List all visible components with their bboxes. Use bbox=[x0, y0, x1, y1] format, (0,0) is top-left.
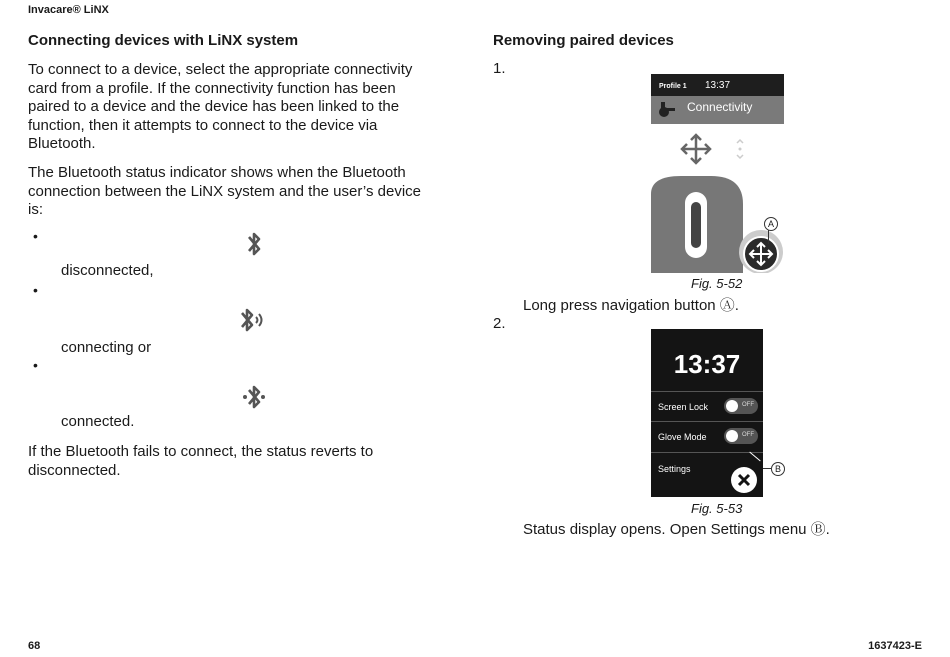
row-label-screen-lock: Screen Lock bbox=[658, 402, 709, 412]
section-title-connecting: Connecting devices with LiNX system bbox=[28, 32, 299, 49]
bluetooth-icon bbox=[244, 230, 264, 258]
section-title-removing: Removing paired devices bbox=[493, 32, 674, 49]
step-number-1: 1. bbox=[493, 60, 506, 77]
status-clock: 13:37 bbox=[673, 349, 741, 379]
step-text-1: Long press navigation button Ⓐ. bbox=[523, 297, 739, 314]
callout-line bbox=[749, 452, 760, 462]
screen-lock-toggle[interactable] bbox=[724, 398, 758, 414]
toggle-state: OFF bbox=[742, 432, 754, 438]
document-id: 1637423-E bbox=[868, 640, 922, 652]
bullet-label-connected: connected. bbox=[61, 413, 135, 430]
para-line: disconnected. bbox=[28, 461, 121, 479]
profile-label: Profile 1 bbox=[659, 83, 687, 90]
move-arrows-icon bbox=[679, 132, 713, 166]
bullet-dot: • bbox=[33, 228, 38, 244]
para-line: card from a profile. If the connectivity function has been bbox=[28, 79, 396, 97]
toggle-knob bbox=[726, 430, 738, 442]
callout-b: B bbox=[771, 462, 785, 476]
para-connect bbox=[28, 61, 412, 154]
para-line: The Bluetooth status indicator shows when the Bluetooth bbox=[28, 164, 406, 181]
para-fail bbox=[28, 443, 373, 480]
wheelchair-icon bbox=[657, 100, 679, 118]
callout-a: A bbox=[764, 217, 778, 231]
navigation-button[interactable] bbox=[741, 234, 781, 273]
fig-caption-5-52: Fig. 5-52 bbox=[691, 276, 743, 291]
glove-mode-toggle[interactable] bbox=[724, 428, 758, 444]
bullet-label-disconnected: disconnected, bbox=[61, 262, 154, 279]
bluetooth-connecting-icon bbox=[238, 306, 268, 334]
bluetooth-connected-icon bbox=[240, 383, 268, 411]
bullet-dot: • bbox=[33, 282, 38, 298]
card-title: Connectivity bbox=[687, 100, 753, 114]
step-number-2: 2. bbox=[493, 315, 506, 332]
para-line: If the Bluetooth fails to connect, the status reverts to bbox=[28, 443, 374, 460]
toggle-knob bbox=[726, 400, 738, 412]
fig-caption-5-53: Fig. 5-53 bbox=[691, 501, 743, 516]
row-label-settings[interactable]: Settings bbox=[658, 464, 691, 474]
toggle-state: OFF bbox=[742, 402, 754, 408]
figure-5-53 bbox=[651, 329, 781, 497]
para-line: Bluetooth. bbox=[28, 135, 96, 152]
divider bbox=[651, 452, 763, 453]
bullet-dot: • bbox=[33, 357, 38, 373]
bullet-label-connecting: connecting or bbox=[61, 339, 152, 356]
para-line: connection between the LiNX system and the user’s device bbox=[28, 182, 422, 200]
callout-line bbox=[768, 230, 769, 244]
step-text-2: Status display opens. Open Settings menu Ⓑ. bbox=[523, 521, 830, 538]
scroll-dots-icon bbox=[735, 138, 745, 160]
para-line: paired to a device and the device has been linked to the bbox=[28, 98, 400, 115]
divider bbox=[651, 391, 763, 392]
row-label-glove-mode: Glove Mode bbox=[658, 432, 707, 442]
para-status-indicator bbox=[28, 164, 421, 220]
clock: 13:37 bbox=[705, 80, 731, 91]
header-brand: Invacare® LiNX bbox=[28, 4, 109, 16]
para-line: To connect to a device, select the appropriate connectivity bbox=[28, 61, 413, 78]
para-line: function, then it attempts to connect to the device via bbox=[28, 116, 378, 134]
para-line: is: bbox=[28, 201, 43, 218]
close-icon[interactable] bbox=[729, 465, 759, 495]
divider bbox=[651, 421, 763, 422]
callout-line bbox=[763, 468, 771, 469]
figure-5-52 bbox=[651, 74, 784, 273]
page-number: 68 bbox=[28, 640, 41, 652]
